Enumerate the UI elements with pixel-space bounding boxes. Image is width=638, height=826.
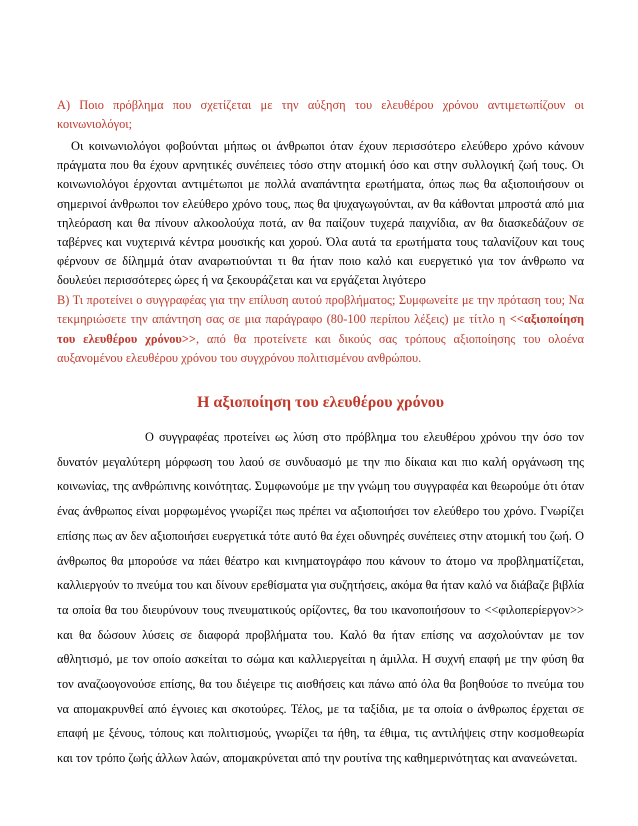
question-a: Α) Ποιο πρόβλημα που σχετίζεται με την αύξηση του ελευθέρου χρόνου αντιμετωπίζουν οι κοινωνιολόγοι; [57,98,584,131]
question-b-part2: , από θα προτείνετε και δικούς σας τρόπους αξιοποίησης του ολοένα αυξανομένου ελευθέρου χρόνου του συγχρόνου πολιτισμένου ανθρώπου. [57,331,584,365]
answer-a [57,137,584,291]
essay-body [57,425,584,771]
question-b-part1: Β) Τι προτείνει ο συγγραφέας για την επίλυση αυτού προβλήματος; Συμφωνείτε με την πρόταση του; Να τεκμηριώσετε την απάντηση σας σε μια παράγραφο (80-100 περίπου λέξεις) με τίτλο η [57,293,584,327]
essay-title: Η αξιοποίηση του ελευθέρου χρόνου [196,394,445,411]
question-b [57,291,584,368]
question-b-title-ref: <<αξιοποίηση του ελευθέρου χρόνου>> [57,312,584,346]
essay-body-text: Ο συγγραφέας προτείνει ως λύση στο πρόβλημα του ελευθέρου χρόνου την όσο τον δυνατόν μεγαλύτερη μόρφωση του λαού σε συνδυασμό με την πιο δίκαια και πιο καλή οργάνωση της κοινωνίας, της ανθρώπινης κοινότητας. Συμφωνούμε με την γνώμη του συγγραφέα και θεωρούμε ότι όταν ένας άνθρωπος είναι μορφωμένος γνωρίζει πως πρέπει να αξιοποιήσει τον ελεύθερο του χρόνο. Γνωρίζει επίσης πως αν δεν αξιοποιήσει ευεργετικά τότε αυτό θα έχει οδυνηρές συνέπειες στην ατομική του ζωή. Ο άνθρωπος θα μπορούσε να πάει θέατρο και κινηματογράφο που κάνουν το άτομο να προβληματίζεται, καλλιεργούν το πνεύμα του και δίνουν ερεθίσματα για συζητήσεις, ακόμα θα ήταν καλό να διάβαζε βιβλία τα οποία θα του διευρύνουν τους πνευματικούς ορίζοντες, θα του ικανοποιήσουν το <<φιλοπερίεργον>> και θα δώσουν λύσεις σε διαφορά προβλήματα του. Καλό θα ήταν επίσης να ασχολούνταν με τον αθλητισμό, με τον οποίο ασκείται το σώμα και καλλιεργείται η άμιλλα. Η συχνή επαφή με την φύση θα τον αναζωογονούσε επίσης, θα του διέγειρε τις αισθήσεις και πάνω από όλα θα βοηθούσε το πνεύμα του να απομακρυνθεί από έγνοιες και σκοτούρες. Τέλος, με τα ταξίδια, με τα οποία ο άνθρωπος έρχεται σε επαφή με ξένους, τόπους και πολιτισμούς, γνωρίζει τα ήθη, τα έθιμα, τις αντιλήψεις στην κοσμοθεωρία και τον τρόπο ζωής άλλων λαών, απομακρύνεται από την ρουτίνα της καθημερινότητας και ανανεώνεται. [57,430,584,766]
answer-a-text: Οι κοινωνιολόγοι φοβούνται μήπως οι άνθρωποι όταν έχουν περισσότερο ελεύθερο χρόνο κάνουν πράγματα που θα έχουν αρνητικές συνέπειες τόσο στην ατομική όσο και στην συλλογική ζωή τους. Οι κοινωνιολόγοι έρχονται αντιμέτωποι με πολλά αναπάντητα ερωτήματα, όπως πως θα αξιοποιήσουν οι σημερινοί άνθρωποι τον ελεύθερο χρόνο τους, πως θα ψυχαγωγούνται, αν θα κάθονται μπροστά από μια τηλεόραση και θα πίνουν αλκοολούχα ποτά, αν θα παίζουν τυχερά παιχνίδια, αν θα διασκεδάζουν σε ταβέρνες και νυχτερινά κέντρα μουσικής και χορού. Όλα αυτά τα ερωτήματα τους ταλανίζουν και τους φέρνουν σε δίλημμά όταν αναρωτιούνται τι θα ήταν ποιο καλό και ευεργετικό για τον άνθρωπο να δουλεύει περισσότερες ώρες ή να ξεκουράζεται και να εργάζεται λιγότερο [57,139,584,288]
